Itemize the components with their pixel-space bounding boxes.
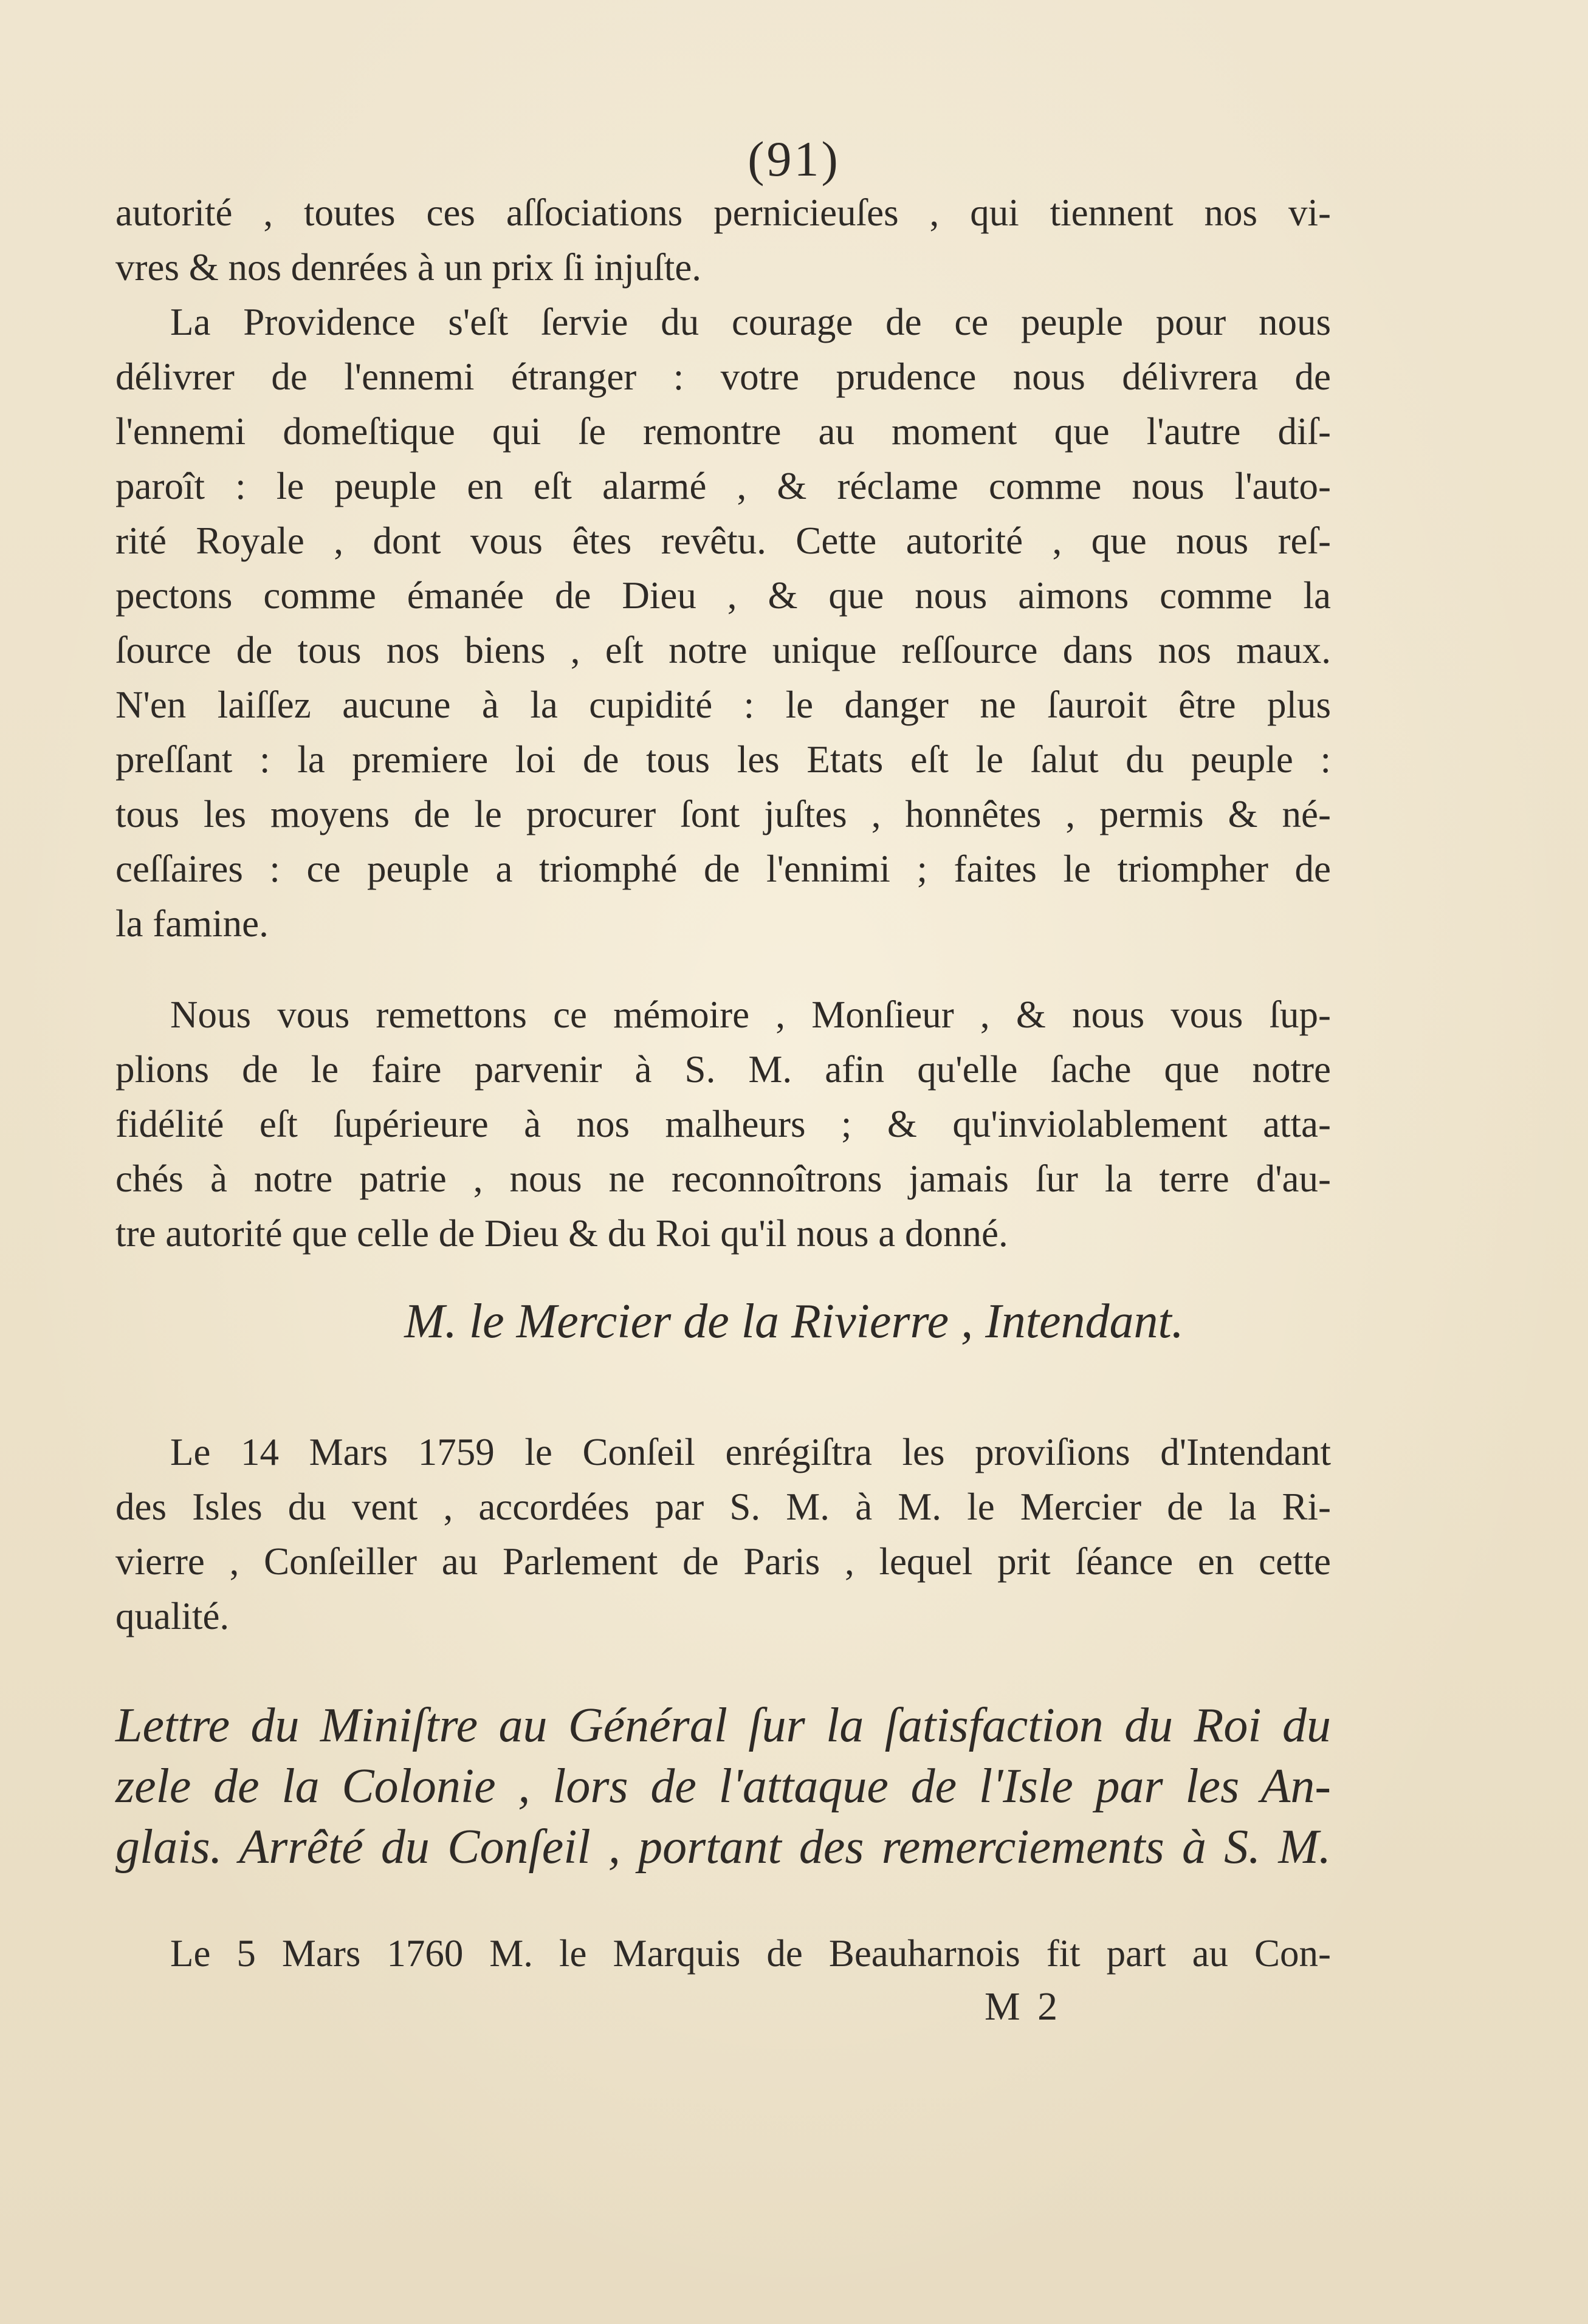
text-line: ſource de tous nos biens , eſt notre unique reſſource dans nos maux.	[115, 629, 1331, 671]
catchword: M 2	[985, 1984, 1062, 2029]
text-line: plions de le faire parvenir à S. M. afin qu'elle ſache que notre	[115, 1048, 1331, 1091]
text-line: rité Royale , dont vous êtes revêtu. Cette autorité , que nous reſ-	[115, 519, 1331, 562]
text-line: Le 14 Mars 1759 le Conſeil enrégiſtra les proviſions d'Intendant	[170, 1431, 1331, 1473]
text-line: tous les moyens de le procurer ſont juſtes , honnêtes , permis & né-	[115, 793, 1331, 835]
text-line: fidélité eſt ſupérieure à nos malheurs ; & qu'inviolablement atta-	[115, 1103, 1331, 1145]
text-line: tre autorité que celle de Dieu & du Roi qu'il nous a donné.	[115, 1212, 1008, 1255]
paragraph-1	[115, 185, 1331, 295]
text-line: délivrer de l'ennemi étranger : votre prudence nous délivrera de	[115, 355, 1331, 398]
text-line: ceſſaires : ce peuple a triomphé de l'ennimi ; faites le triompher de	[115, 848, 1331, 890]
text-line: pectons comme émanée de Dieu , & que nous aimons comme la	[115, 574, 1331, 617]
heading-line: glais. Arrêté du Conſeil , portant des remerciements à S. M.	[115, 1820, 1331, 1874]
paragraph-3	[115, 987, 1331, 1261]
heading-line: zele de la Colonie , lors de l'attaque de l'Isle par les An-	[115, 1760, 1331, 1813]
text-line: la famine.	[115, 902, 269, 945]
text-line: Nous vous remettons ce mémoire , Monſieur , & nous vous ſup-	[170, 993, 1331, 1036]
section-heading: M. le Mercier de la Rivierre , Intendant.	[404, 1295, 1184, 1348]
text-line: des Isles du vent , accordées par S. M. à M. le Mercier de la Ri-	[115, 1486, 1331, 1528]
text-line: l'ennemi domeſtique qui ſe remontre au moment que l'autre diſ-	[115, 410, 1331, 453]
page-number: (91)	[748, 131, 840, 187]
text-line: paroît : le peuple en eſt alarmé , & réclame comme nous l'auto-	[115, 465, 1331, 507]
paragraph-4	[115, 1425, 1331, 1644]
letter-heading	[115, 1695, 1331, 1877]
text-line: preſſant : la premiere loi de tous les Etats eſt le ſalut du peuple :	[115, 738, 1331, 781]
text-line: chés à notre patrie , nous ne reconnoîtrons jamais ſur la terre d'au-	[115, 1157, 1331, 1200]
paragraph-2	[115, 295, 1331, 951]
text-line: La Providence s'eſt ſervie du courage de ce peuple pour nous	[170, 301, 1331, 343]
text-line: autorité , toutes ces aſſociations pernicieuſes , qui tiennent nos vi-	[115, 191, 1331, 234]
text-line: Le 5 Mars 1760 M. le Marquis de Beauharnois fit part au Con-	[170, 1932, 1331, 1975]
text-line: vierre , Conſeiller au Parlement de Paris , lequel prit ſéance en cette	[115, 1540, 1331, 1583]
paragraph-5	[115, 1926, 1331, 1981]
text-line: qualité.	[115, 1595, 230, 1637]
text-line: N'en laiſſez aucune à la cupidité : le danger ne ſauroit être plus	[115, 684, 1331, 726]
text-line: vres & nos denrées à un prix ſi injuſte.	[115, 246, 702, 289]
heading-line: Lettre du Miniſtre au Général ſur la ſatisfaction du Roi du	[115, 1699, 1331, 1752]
